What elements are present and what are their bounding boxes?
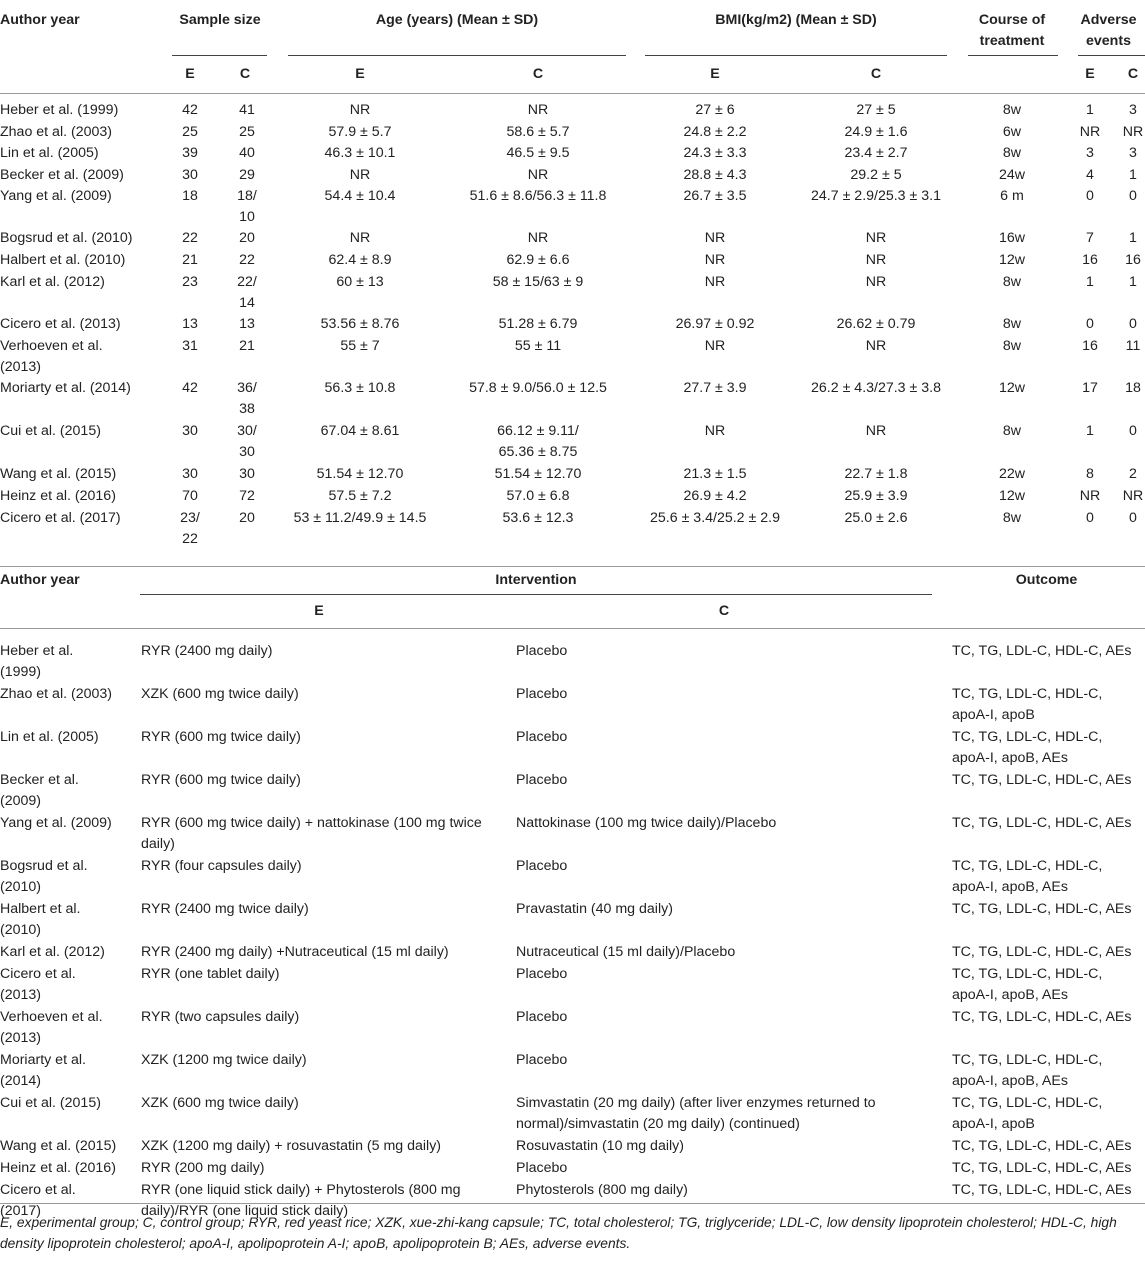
cell-ae-c: NR — [1122, 124, 1144, 140]
cell-bmi-c: 22.7 ± 1.8 — [844, 466, 908, 482]
cell-e: RYR (2400 mg twice daily) — [141, 901, 309, 917]
cell-e: RYR (600 mg twice daily) — [141, 729, 301, 745]
cell-n-c: 20 — [239, 510, 255, 526]
cell-course: 16w — [998, 230, 1026, 246]
cell-author: Wang et al. (2015) — [0, 466, 117, 482]
cell-ae-c: 16 — [1125, 252, 1141, 268]
cell-ae-e: 1 — [1086, 274, 1094, 290]
cell-bmi-e: 26.7 ± 3.5 — [683, 188, 747, 204]
cell-e: RYR (one liquid stick daily) + Phytosterols (800 mg daily)/RYR (one liquid stick daily) — [141, 1182, 461, 1219]
cell-author: Cicero et al. (2013) — [0, 966, 76, 1003]
subheader-intervention-c: C — [718, 603, 730, 619]
cell-outcome: TC, TG, LDL-C, HDL-C, AEs — [952, 772, 1132, 788]
cell-age-e: 53 ± 11.2/49.9 ± 14.5 — [293, 510, 427, 526]
cell-course: 6 m — [1000, 188, 1024, 204]
cell-bmi-c: NR — [865, 423, 887, 439]
cell-n-c: 22 — [239, 252, 255, 268]
cell-outcome: TC, TG, LDL-C, HDL-C, apoA-I, apoB, AEs — [952, 1052, 1103, 1089]
cell-outcome: TC, TG, LDL-C, HDL-C, AEs — [952, 944, 1132, 960]
cell-age-e: 57.9 ± 5.7 — [328, 124, 392, 140]
cell-course: 24w — [998, 167, 1026, 183]
cell-c: Nutraceutical (15 ml daily)/Placebo — [516, 944, 736, 960]
underline-intervention — [140, 594, 932, 595]
cell-bmi-c: NR — [865, 252, 887, 268]
cell-course: 12w — [998, 488, 1026, 504]
cell-n-c: 41 — [239, 102, 255, 118]
subheader-bmi-c: C — [870, 66, 882, 82]
cell-age-e: 46.3 ± 10.1 — [324, 145, 396, 161]
table2-bottom-rule — [0, 1203, 1145, 1204]
cell-age-c: NR — [527, 167, 549, 183]
cell-author: Becker et al. (2009) — [0, 167, 124, 183]
cell-age-c: 58.6 ± 5.7 — [506, 124, 570, 140]
underline-course — [968, 55, 1058, 56]
cell-author: Becker et al. (2009) — [0, 772, 79, 809]
cell-age-c: 57.0 ± 6.8 — [506, 488, 570, 504]
subheader-sample-e: E — [185, 66, 195, 82]
cell-bmi-c: 25.9 ± 3.9 — [844, 488, 908, 504]
cell-bmi-e: 26.97 ± 0.92 — [675, 316, 755, 332]
cell-n-e: 70 — [182, 488, 198, 504]
cell-bmi-c: 27 ± 5 — [856, 102, 896, 118]
cell-e: RYR (600 mg twice daily) + nattokinase (100 mg twice daily) — [141, 815, 482, 852]
cell-outcome: TC, TG, LDL-C, HDL-C, AEs — [952, 1182, 1132, 1198]
cell-ae-e: NR — [1079, 488, 1101, 504]
cell-e: XZK (1200 mg daily) + rosuvastatin (5 mg daily) — [141, 1138, 442, 1154]
cell-age-c: 51.6 ± 8.6/56.3 ± 11.8 — [469, 188, 607, 204]
cell-n-e: 25 — [182, 124, 198, 140]
cell-author: Bogsrud et al. (2010) — [0, 858, 88, 895]
cell-e: RYR (2400 mg daily) +Nutraceutical (15 ml daily) — [141, 944, 449, 960]
cell-bmi-e: 24.3 ± 3.3 — [683, 145, 747, 161]
cell-ae-c: 18 — [1125, 380, 1141, 396]
cell-course: 6w — [1002, 124, 1022, 140]
underline-sample-size — [172, 55, 267, 56]
cell-n-c: 72 — [239, 488, 255, 504]
cell-ae-c: 0 — [1129, 510, 1137, 526]
subheader-ae-c: C — [1127, 66, 1139, 82]
cell-age-c: 51.54 ± 12.70 — [494, 466, 582, 482]
cell-e: XZK (600 mg twice daily) — [141, 686, 299, 702]
cell-bmi-e: 26.9 ± 4.2 — [683, 488, 747, 504]
cell-course: 22w — [998, 466, 1026, 482]
cell-age-e: 56.3 ± 10.8 — [324, 380, 396, 396]
cell-n-c: 13 — [239, 316, 255, 332]
cell-age-c: NR — [527, 102, 549, 118]
cell-course: 8w — [1002, 145, 1022, 161]
cell-n-c: 21 — [239, 338, 255, 354]
cell-ae-e: 0 — [1086, 510, 1094, 526]
cell-author: Cicero et al. (2013) — [0, 316, 121, 332]
cell-n-e: 23 — [182, 274, 198, 290]
cell-age-e: 54.4 ± 10.4 — [324, 188, 396, 204]
cell-author: Yang et al. (2009) — [0, 188, 112, 204]
cell-author: Moriarty et al. (2014) — [0, 380, 131, 396]
cell-author: Lin et al. (2005) — [0, 145, 99, 161]
cell-c: Rosuvastatin (10 mg daily) — [516, 1138, 684, 1154]
cell-bmi-c: 24.7 ± 2.9/25.3 ± 3.1 — [811, 188, 941, 204]
cell-c: Nattokinase (100 mg twice daily)/Placebo — [516, 815, 777, 831]
cell-n-e: 21 — [182, 252, 198, 268]
header-adverse-events: Adverse events — [1080, 12, 1137, 49]
cell-author: Karl et al. (2012) — [0, 944, 105, 960]
cell-n-c: 29 — [239, 167, 255, 183]
cell-bmi-e: 24.8 ± 2.2 — [683, 124, 747, 140]
cell-outcome: TC, TG, LDL-C, HDL-C, AEs — [952, 1160, 1132, 1176]
cell-c: Placebo — [516, 643, 568, 659]
cell-author: Cui et al. (2015) — [0, 1095, 101, 1111]
cell-age-c: 55 ± 11 — [514, 338, 562, 354]
cell-outcome: TC, TG, LDL-C, HDL-C, apoA-I, apoB, AEs — [952, 966, 1103, 1003]
cell-n-c: 20 — [239, 230, 255, 246]
cell-age-c: 57.8 ± 9.0/56.0 ± 12.5 — [469, 380, 607, 396]
cell-bmi-e: NR — [704, 338, 726, 354]
cell-n-e: 31 — [182, 338, 198, 354]
cell-age-e: 67.04 ± 8.61 — [320, 423, 400, 439]
cell-ae-c: 1 — [1129, 167, 1137, 183]
subheader-ae-e: E — [1085, 66, 1095, 82]
subheader-age-e: E — [355, 66, 365, 82]
cell-age-c: NR — [527, 230, 549, 246]
cell-ae-e: 7 — [1086, 230, 1094, 246]
subheader-bmi-e: E — [710, 66, 720, 82]
cell-c: Placebo — [516, 1160, 568, 1176]
cell-c: Placebo — [516, 1009, 568, 1025]
cell-bmi-c: NR — [865, 230, 887, 246]
cell-ae-e: 3 — [1086, 145, 1094, 161]
underline-bmi — [645, 55, 947, 56]
cell-bmi-e: 21.3 ± 1.5 — [683, 466, 747, 482]
cell-bmi-c: 26.2 ± 4.3/27.3 ± 3.8 — [811, 380, 941, 396]
cell-n-e: 13 — [182, 316, 198, 332]
cell-bmi-c: 24.9 ± 1.6 — [844, 124, 908, 140]
header-author-year: Author year — [0, 12, 80, 28]
cell-course: 12w — [998, 380, 1026, 396]
cell-outcome: TC, TG, LDL-C, HDL-C, apoA-I, apoB, AEs — [952, 858, 1103, 895]
cell-age-e: 57.5 ± 7.2 — [328, 488, 392, 504]
cell-bmi-c: NR — [865, 274, 887, 290]
cell-c: Placebo — [516, 686, 568, 702]
cell-n-e: 23/ 22 — [180, 510, 200, 547]
cell-c: Simvastatin (20 mg daily) (after liver enzymes returned to normal)/simvastatin (20 mg daily) (continued) — [516, 1095, 876, 1132]
cell-ae-e: 4 — [1086, 167, 1094, 183]
cell-course: 12w — [998, 252, 1026, 268]
cell-c: Pravastatin (40 mg daily) — [516, 901, 673, 917]
table1-header-rule — [0, 93, 1145, 94]
cell-author: Halbert et al. (2010) — [0, 901, 81, 938]
cell-ae-e: 1 — [1086, 423, 1094, 439]
cell-bmi-c: 25.0 ± 2.6 — [844, 510, 908, 526]
table2-header-rule — [0, 628, 1145, 629]
cell-ae-e: NR — [1079, 124, 1101, 140]
cell-n-e: 42 — [182, 102, 198, 118]
cell-author: Cui et al. (2015) — [0, 423, 101, 439]
cell-n-c: 30 — [239, 466, 255, 482]
cell-ae-c: 1 — [1129, 274, 1137, 290]
cell-author: Verhoeven et al. (2013) — [0, 1009, 103, 1046]
cell-age-c: 62.9 ± 6.6 — [506, 252, 570, 268]
cell-age-e: NR — [349, 230, 371, 246]
cell-author: Verhoeven et al. (2013) — [0, 338, 103, 375]
cell-ae-e: 16 — [1082, 252, 1098, 268]
cell-age-c: 51.28 ± 6.79 — [498, 316, 578, 332]
cell-age-e: NR — [349, 102, 371, 118]
cell-ae-c: 1 — [1129, 230, 1137, 246]
cell-author: Heinz et al. (2016) — [0, 488, 116, 504]
cell-age-e: 60 ± 13 — [336, 274, 384, 290]
cell-n-c: 18/ 10 — [237, 188, 257, 225]
cell-ae-c: 0 — [1129, 316, 1137, 332]
cell-course: 8w — [1002, 102, 1022, 118]
cell-bmi-e: 25.6 ± 3.4/25.2 ± 2.9 — [650, 510, 780, 526]
cell-ae-e: 1 — [1086, 102, 1094, 118]
cell-author: Heinz et al. (2016) — [0, 1160, 116, 1176]
cell-n-c: 22/ 14 — [237, 274, 257, 311]
cell-bmi-e: NR — [704, 230, 726, 246]
cell-author: Cicero et al. (2017) — [0, 510, 121, 526]
cell-ae-c: 11 — [1125, 338, 1141, 354]
header-course: Course of treatment — [978, 12, 1046, 49]
cell-outcome: TC, TG, LDL-C, HDL-C, AEs — [952, 643, 1132, 659]
cell-bmi-e: 27.7 ± 3.9 — [683, 380, 747, 396]
cell-n-e: 30 — [182, 466, 198, 482]
cell-age-c: 58 ± 15/63 ± 9 — [492, 274, 584, 290]
cell-n-c: 40 — [239, 145, 255, 161]
cell-bmi-e: NR — [704, 252, 726, 268]
cell-n-c: 36/ 38 — [237, 380, 257, 417]
cell-ae-e: 8 — [1086, 466, 1094, 482]
cell-n-c: 30/ 30 — [237, 423, 257, 460]
cell-outcome: TC, TG, LDL-C, HDL-C, apoA-I, apoB, AEs — [952, 729, 1103, 766]
cell-ae-c: 0 — [1129, 423, 1137, 439]
cell-ae-e: 16 — [1082, 338, 1098, 354]
cell-author: Lin et al. (2005) — [0, 729, 99, 745]
underline-adverse-events — [1078, 55, 1145, 56]
underline-age — [288, 55, 626, 56]
cell-n-e: 22 — [182, 230, 198, 246]
cell-age-c: 46.5 ± 9.5 — [506, 145, 570, 161]
cell-age-e: 53.56 ± 8.76 — [320, 316, 400, 332]
cell-c: Placebo — [516, 966, 568, 982]
cell-e: RYR (200 mg daily) — [141, 1160, 265, 1176]
cell-author: Bogsrud et al. (2010) — [0, 230, 133, 246]
header-author-year: Author year — [0, 572, 80, 588]
cell-c: Placebo — [516, 858, 568, 874]
cell-e: RYR (four capsules daily) — [141, 858, 302, 874]
cell-n-e: 30 — [182, 167, 198, 183]
cell-author: Karl et al. (2012) — [0, 274, 105, 290]
cell-outcome: TC, TG, LDL-C, HDL-C, AEs — [952, 901, 1132, 917]
cell-bmi-e: NR — [704, 274, 726, 290]
cell-age-c: 53.6 ± 12.3 — [502, 510, 574, 526]
cell-bmi-e: 27 ± 6 — [695, 102, 735, 118]
cell-ae-e: 0 — [1086, 188, 1094, 204]
cell-course: 8w — [1002, 338, 1022, 354]
cell-author: Cicero et al. (2017) — [0, 1182, 76, 1219]
cell-n-c: 25 — [239, 124, 255, 140]
cell-bmi-c: 26.62 ± 0.79 — [836, 316, 916, 332]
table2-top-rule — [0, 566, 1145, 567]
subheader-age-c: C — [532, 66, 544, 82]
cell-ae-c: 3 — [1129, 145, 1137, 161]
cell-author: Wang et al. (2015) — [0, 1138, 117, 1154]
cell-course: 8w — [1002, 510, 1022, 526]
cell-author: Zhao et al. (2003) — [0, 686, 112, 702]
header-sample-size: Sample size — [179, 12, 261, 28]
cell-age-e: 51.54 ± 12.70 — [316, 466, 404, 482]
cell-c: Phytosterols (800 mg daily) — [516, 1182, 688, 1198]
cell-ae-c: NR — [1122, 488, 1144, 504]
cell-outcome: TC, TG, LDL-C, HDL-C, apoA-I, apoB — [952, 686, 1103, 723]
cell-n-e: 18 — [182, 188, 198, 204]
cell-outcome: TC, TG, LDL-C, HDL-C, AEs — [952, 1138, 1132, 1154]
cell-e: RYR (2400 mg daily) — [141, 643, 273, 659]
cell-age-e: NR — [349, 167, 371, 183]
cell-n-e: 39 — [182, 145, 198, 161]
cell-n-e: 30 — [182, 423, 198, 439]
cell-outcome: TC, TG, LDL-C, HDL-C, AEs — [952, 1009, 1132, 1025]
cell-ae-c: 2 — [1129, 466, 1137, 482]
cell-author: Heber et al. (1999) — [0, 102, 119, 118]
cell-n-e: 42 — [182, 380, 198, 396]
cell-bmi-e: NR — [704, 423, 726, 439]
header-bmi: BMI(kg/m2) (Mean ± SD) — [715, 12, 877, 28]
cell-e: RYR (one tablet daily) — [141, 966, 280, 982]
cell-ae-c: 0 — [1129, 188, 1137, 204]
header-age: Age (years) (Mean ± SD) — [375, 12, 539, 28]
cell-c: Placebo — [516, 772, 568, 788]
cell-bmi-e: 28.8 ± 4.3 — [683, 167, 747, 183]
cell-age-c: 66.12 ± 9.11/ 65.36 ± 8.75 — [497, 423, 579, 460]
cell-author: Halbert et al. (2010) — [0, 252, 126, 268]
cell-ae-c: 3 — [1129, 102, 1137, 118]
cell-e: XZK (600 mg twice daily) — [141, 1095, 299, 1111]
cell-age-e: 62.4 ± 8.9 — [328, 252, 392, 268]
table-footnote: E, experimental group; C, control group; RYR, red yeast rice; XZK, xue-zhi-kang capsule; TC, total cholesterol; TG, triglyceride; LDL-C, low density lipoprotein cholesterol; HDL-C, high density lipoprotein cholesterol; apoA-I, apolipoprotein A-I; apoB, apolipoprotein B; AEs, adverse events. — [0, 1215, 1117, 1251]
subheader-intervention-e: E — [314, 603, 324, 619]
header-intervention: Intervention — [495, 572, 577, 588]
cell-author: Zhao et al. (2003) — [0, 124, 112, 140]
cell-author: Yang et al. (2009) — [0, 815, 112, 831]
cell-outcome: TC, TG, LDL-C, HDL-C, apoA-I, apoB — [952, 1095, 1103, 1132]
cell-c: Placebo — [516, 729, 568, 745]
cell-c: Placebo — [516, 1052, 568, 1068]
cell-ae-e: 0 — [1086, 316, 1094, 332]
cell-course: 8w — [1002, 274, 1022, 290]
cell-ae-e: 17 — [1082, 380, 1098, 396]
cell-course: 8w — [1002, 316, 1022, 332]
cell-e: XZK (1200 mg twice daily) — [141, 1052, 307, 1068]
cell-age-e: 55 ± 7 — [340, 338, 380, 354]
cell-bmi-c: 23.4 ± 2.7 — [844, 145, 908, 161]
cell-author: Heber et al. (1999) — [0, 643, 74, 680]
cell-e: RYR (600 mg twice daily) — [141, 772, 301, 788]
cell-author: Moriarty et al. (2014) — [0, 1052, 86, 1089]
subheader-sample-c: C — [239, 66, 251, 82]
header-outcome: Outcome — [1015, 572, 1078, 588]
cell-outcome: TC, TG, LDL-C, HDL-C, AEs — [952, 815, 1132, 831]
cell-course: 8w — [1002, 423, 1022, 439]
cell-bmi-c: NR — [865, 338, 887, 354]
cell-bmi-c: 29.2 ± 5 — [850, 167, 902, 183]
cell-e: RYR (two capsules daily) — [141, 1009, 300, 1025]
